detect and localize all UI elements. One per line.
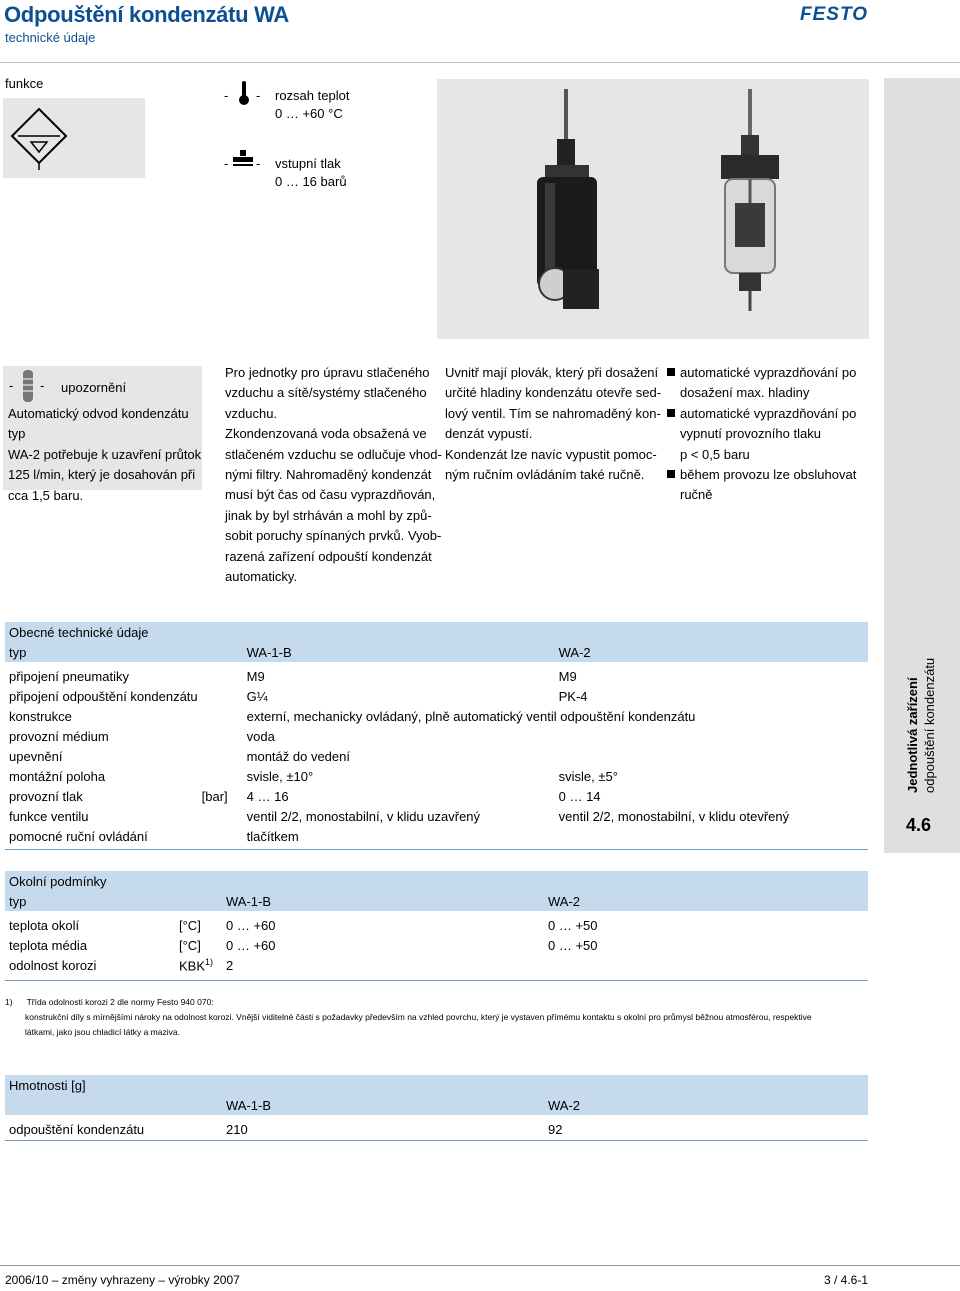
table-title-row (5, 1075, 868, 1095)
table-row: pomocné ruční ovládání tlačítkem (9, 828, 299, 844)
warning-dash-right: - (40, 378, 45, 393)
description-column-1: Pro jednotky pro úpravu stlačeného vzduchu a sítě/systémy stlačeného vzduchu. Zkondenzovaná voda obsažená ve stlačeném vzduchu se odlučuje vhod- nými filtry. Nahromaděný kondenzát musí být čas od času vyprazdňován, jinak by byl strháván a mohl by způ- sobit poruchy spínaných prvků. Vyob- razená zařízení odpouští kondenzát automaticky. (225, 365, 442, 585)
table-header-row: typ WA-1-B WA-2 (5, 642, 868, 662)
product-photo (437, 79, 869, 339)
table-row: odolnost korozi KBK$^{1)}$ 2 (9, 956, 234, 974)
list-item: ručně (680, 487, 713, 503)
table-title-row (5, 871, 868, 891)
input-pressure-label: vstupní tlak (275, 156, 341, 171)
list-item: během provozu lze obsluhovat (667, 465, 856, 485)
pressure-dash-left: - (224, 156, 229, 171)
footer-left: 2006/10 – změny vyhrazeny – výrobky 2007 (5, 1273, 240, 1287)
filter-bowl-icon (21, 369, 35, 403)
general-table-bottom-rule (5, 849, 868, 850)
table-row: teplota okolí [°C] 0 … +60 0 … +50 (9, 917, 598, 933)
temp-range-value: 0 … +60 °C (275, 106, 343, 121)
ambient-table (5, 871, 868, 975)
weight-table (5, 1075, 868, 1139)
list-item: p < 0,5 baru (680, 446, 750, 462)
warning-dash-left: - (9, 378, 14, 393)
table-row: provozní médium voda (9, 728, 275, 744)
description-column-2: Uvnitř mají plovák, který při dosažení určité hladiny kondenzátu otevře sed- lový ventil. Tím se nahromaděný kon- denzát vypustí. Kondenzát lze navíc vypustit pomoc- ným ručním ovládáním také ručně. (445, 365, 662, 483)
temp-dash-left: - (224, 88, 229, 103)
footnote-ref: 1) (205, 956, 214, 967)
warning-box (3, 366, 202, 503)
table-header-row: typ WA-1-B WA-2 (5, 891, 868, 911)
table-row: připojení pneumatiky M9 M9 (9, 668, 577, 684)
table-row: konstrukce externí, mechanicky ovládaný, plně automatický ventil odpouštění kondenzátu (9, 708, 696, 724)
temp-dash-right: - (256, 88, 261, 103)
table-row: upevnění montáž do vedení (9, 748, 350, 764)
thermometer-icon (236, 80, 252, 106)
table-header-row: WA-1-B WA-2 (5, 1095, 868, 1115)
sidebar-line-1: Jednotlivá zařízení (905, 677, 920, 793)
weight-table-title: Hmotnosti [g] (5, 1075, 868, 1095)
symbol-box (3, 98, 145, 178)
section-number: 4.6 (906, 815, 932, 835)
sidebar-line-2: odpouštění kondenzátu (922, 657, 937, 793)
product-image-icon (437, 79, 869, 339)
pressure-gauge-icon (232, 150, 254, 170)
table-row: teplota média [°C] 0 … +60 0 … +50 (9, 937, 598, 953)
temp-range-label: rozsah teplot (275, 88, 350, 103)
list-item: automatické vyprazdňování po (667, 404, 856, 424)
table-row: provozní tlak [bar] 4 … 16 0 … 14 (9, 788, 601, 804)
page-subtitle: technické údaje (5, 30, 96, 45)
header-divider (0, 62, 960, 63)
general-data-table (5, 622, 868, 846)
general-table-title: Obecné technické údaje (5, 622, 868, 642)
warning-text: Automatický odvod kondenzátu typ WA-2 potřebuje k uzavření průtok 125 l/min, který je dosahován při cca 1,5 baru. (8, 406, 202, 503)
table-row: montážní poloha svisle, ±10° svisle, ±5° (9, 768, 618, 784)
list-item: dosažení max. hladiny (680, 385, 810, 401)
warning-title: upozornění (61, 380, 127, 395)
condensate-drain-symbol-icon (3, 98, 145, 178)
weight-table-bottom-rule (5, 1140, 868, 1141)
bullet-icon (667, 409, 675, 417)
funkce-label: funkce (5, 76, 44, 91)
page-title: Odpouštění kondenzátu WA (4, 2, 289, 27)
table-title-row (5, 622, 868, 642)
table-row: odpouštění kondenzátu 210 92 (9, 1121, 563, 1137)
page-number: 3 / 4.6-1 (823, 1273, 868, 1287)
bullet-icon (667, 470, 675, 478)
feature-list (667, 363, 856, 506)
table-row: připojení odpouštění kondenzátu G¼ PK-4 (9, 688, 588, 704)
list-item: automatické vyprazdňování po (667, 363, 856, 383)
table-row: funkce ventilu ventil 2/2, monostabilní, v klidu uzavřený ventil 2/2, monostabilní, v klidu otevřený (9, 808, 790, 824)
sidebar-label (904, 657, 937, 933)
input-pressure-value: 0 … 16 barů (275, 174, 347, 189)
footnote: 1) Třída odolnosti korozi 2 dle normy Festo 940 070: konstrukční díly s mírnějšími nároky na odolnost korozi. Vnější viditelné části s požadavky především na vzhled povrchu, který je vystaven přímému kontaktu s okolní pro průmysl běžnou atmosférou, respektive látkami, jako jsou chladicí látky a maziva. (5, 997, 812, 1037)
pressure-dash-right: - (256, 156, 261, 171)
list-item: vypnutí provozního tlaku (680, 426, 821, 442)
ambient-table-title: Okolní podmínky (5, 871, 868, 891)
festo-logo: FESTO (800, 4, 868, 25)
footer-divider (0, 1265, 960, 1266)
bullet-icon (667, 368, 675, 376)
ambient-table-bottom-rule (5, 980, 868, 981)
